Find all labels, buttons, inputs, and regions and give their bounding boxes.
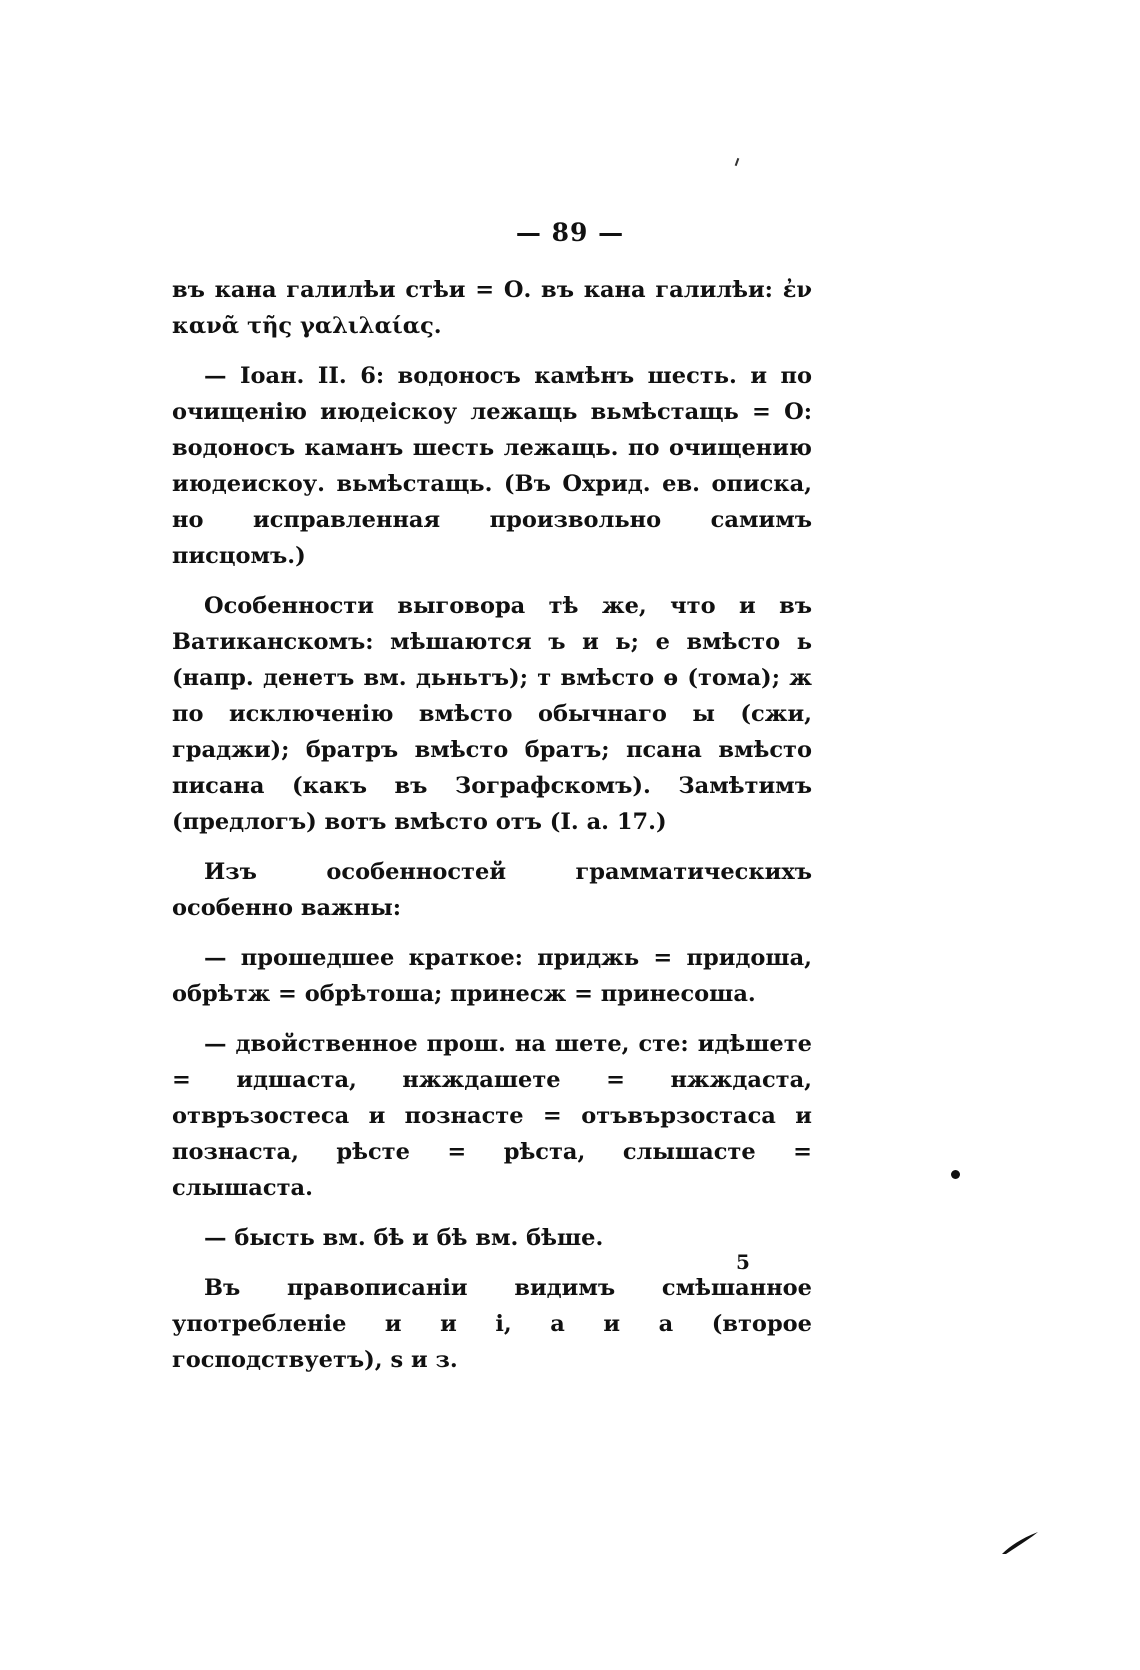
paragraph-1: въ кана галилѣи стѣи = О. въ кана галилѣи: ἐν κανᾶ τῆς γαλιλαίας. <box>172 277 812 339</box>
paragraph-4: Изъ особенностей грамматическихъ особенно важны: <box>172 859 812 921</box>
scan-tick-mark <box>735 158 740 166</box>
signature-mark: 5 <box>736 1250 750 1274</box>
page-body <box>172 272 812 1392</box>
paragraph-3: Особенности выговора тѣ же, что и въ Ватиканскомъ: мѣшаются ъ и ь; е вмѣсто ь (напр. денетъ вм. дьньтъ); т вмѣсто ѳ (тома); ж по исключенію вмѣсто обычнаго ы (сжи, граджи); братръ вмѣсто братъ; псана вмѣсто писана (какъ въ Зографскомъ). Замѣтимъ (предлогъ) вотъ вмѣсто отъ (I. а. 17.) <box>172 593 812 835</box>
paragraph-7: — бысть вм. бѣ и бѣ вм. бѣше. <box>204 1225 604 1251</box>
ink-speck <box>951 1170 960 1179</box>
paragraph-2: — Іоан. II. 6: водоносъ камѣнъ шесть. и по очищенію июдеіскоу лежащь вьмѣстащь = О: водоносъ каманъ шесть лежащь. по очищению июдеискоу. вьмѣстащь. (Въ Охрид. ев. описка, но исправленная произвольно самимъ писцомъ.) <box>172 363 812 569</box>
ink-smudge <box>1000 1530 1040 1560</box>
page-number: — 89 — <box>515 218 625 247</box>
paragraph-5: — прошедшее краткое: приджь = придоша, обрѣтж = обрѣтоша; принесж = принесоша. <box>172 945 812 1007</box>
paragraph-8: Въ правописаніи видимъ смѣшанное употребленіе и и і, а и а (второе господствуетъ), s и з. <box>172 1275 812 1373</box>
paragraph-6: — двойственное прош. на шете, сте: идѣшете = идшаста, нжждашете = нжждаста, отвръзостеса и познасте = отъвързостаса и познаста, рѣсте = рѣста, слышасте = слышаста. <box>172 1031 812 1201</box>
